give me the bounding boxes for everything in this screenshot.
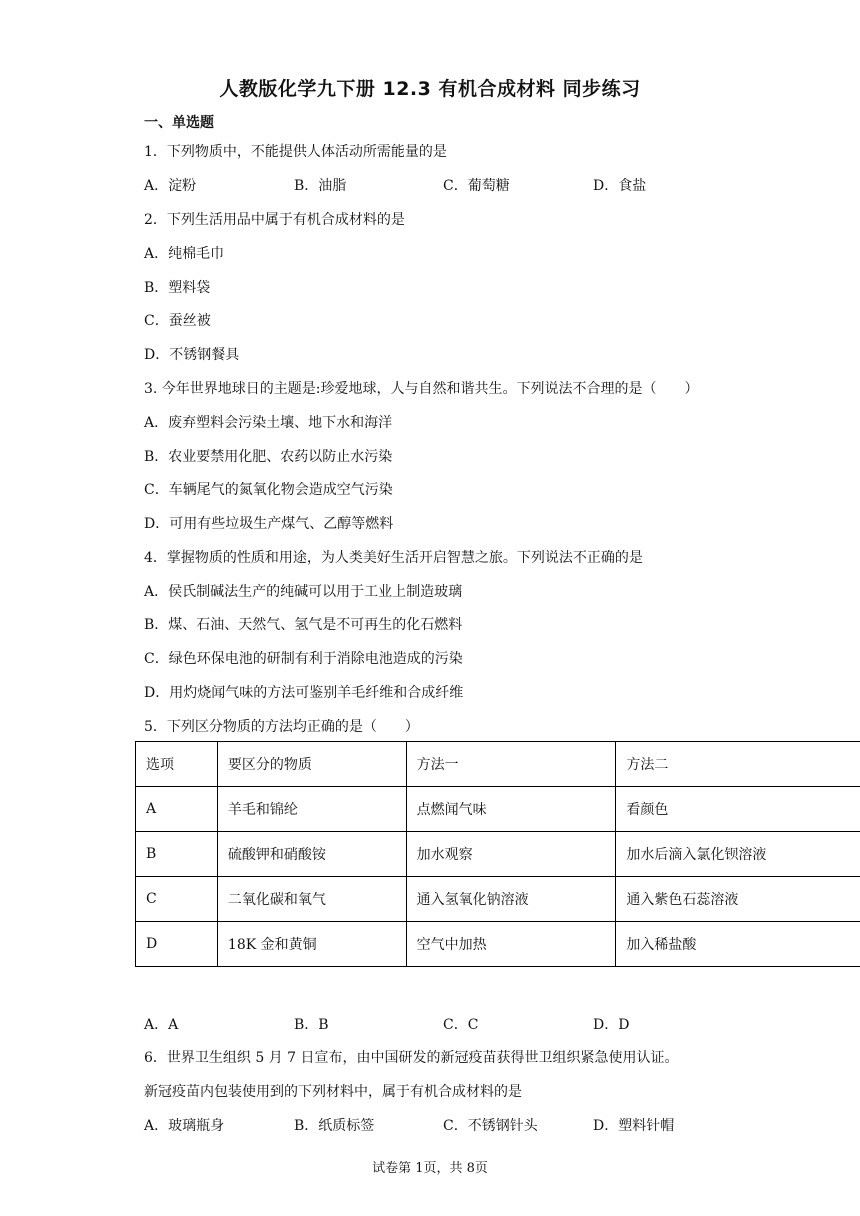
table-header-cell: 要区分的物质: [217, 742, 406, 787]
option-c: C．绿色环保电池的研制有利于消除电池造成的污染: [144, 651, 463, 667]
option-b: B．油脂: [294, 178, 347, 194]
table-cell: 通入紫色石蕊溶液: [616, 877, 860, 922]
table-cell: D: [136, 922, 218, 967]
table-cell: 空气中加热: [406, 922, 616, 967]
table-header-cell: 选项: [136, 742, 218, 787]
question-6-stem-continued: 新冠疫苗内包装使用到的下列材料中，属于有机合成材料的是: [144, 1084, 522, 1100]
table-row: [136, 922, 860, 967]
option-b: B．农业要禁用化肥、农药以防止水污染: [144, 449, 393, 465]
option-d: D．食盐: [593, 178, 647, 194]
question-5-stem: 5．下列区分物质的方法均正确的是（ ）: [144, 719, 419, 735]
option-b: B．塑料袋: [144, 280, 211, 296]
comparison-table: [135, 741, 860, 967]
question-2-stem: 2．下列生活用品中属于有机合成材料的是: [144, 212, 405, 228]
page-title: 人教版化学九下册 12.3 有机合成材料 同步练习: [219, 78, 641, 100]
table-cell: C: [136, 877, 218, 922]
option-a: A．玻璃瓶身: [144, 1118, 225, 1134]
table-cell: 加水观察: [406, 832, 616, 877]
option-b: B．B: [294, 1017, 329, 1033]
page-footer: 试卷第 1页，共 8页: [372, 1161, 488, 1176]
table-cell: 加入稀盐酸: [616, 922, 860, 967]
table-cell: B: [136, 832, 218, 877]
option-d: D．用灼烧闻气味的方法可鉴别羊毛纤维和合成纤维: [144, 685, 464, 701]
question-3-stem: 3. 今年世界地球日的主题是:珍爱地球，人与自然和谐共生。下列说法不合理的是（ ）: [144, 381, 699, 397]
option-d: D．可用有些垃圾生产煤气、乙醇等燃料: [144, 516, 394, 532]
table-header-cell: 方法一: [406, 742, 616, 787]
table-row: [136, 787, 860, 832]
table-header-cell: 方法二: [616, 742, 860, 787]
option-a: A．淀粉: [144, 178, 197, 194]
table-cell: 二氧化碳和氧气: [217, 877, 406, 922]
option-b: B．纸质标签: [294, 1118, 375, 1134]
option-a: A．纯棉毛巾: [144, 246, 225, 262]
option-a: A．废弃塑料会污染土壤、地下水和海洋: [144, 415, 393, 431]
question-4-stem: 4．掌握物质的性质和用途，为人类美好生活开启智慧之旅。下列说法不正确的是: [144, 550, 643, 566]
section-heading: 一、单选题: [144, 115, 214, 131]
option-c: C．C: [443, 1017, 479, 1033]
table-row: [136, 832, 860, 877]
table-cell: 看颜色: [616, 787, 860, 832]
table-header-row: [136, 742, 860, 787]
table-cell: 通入氢氧化钠溶液: [406, 877, 616, 922]
option-b: B．煤、石油、天然气、氢气是不可再生的化石燃料: [144, 617, 463, 633]
table-row: [136, 877, 860, 922]
option-d: D．塑料针帽: [593, 1118, 675, 1134]
question-6-stem: 6．世界卫生组织 5 月 7 日宣布，由中国研发的新冠疫苗获得世卫组织紧急使用认证。: [144, 1050, 679, 1066]
option-a: A．A: [144, 1017, 179, 1033]
table-cell: 点燃闻气味: [406, 787, 616, 832]
option-c: C．蚕丝被: [144, 313, 211, 329]
table-cell: 硫酸钾和硝酸铵: [217, 832, 406, 877]
option-c: C．车辆尾气的氮氧化物会造成空气污染: [144, 482, 393, 498]
table-cell: 加水后滴入氯化钡溶液: [616, 832, 860, 877]
option-a: A．侯氏制碱法生产的纯碱可以用于工业上制造玻璃: [144, 584, 463, 600]
table-cell: 18K 金和黄铜: [217, 922, 406, 967]
option-c: C．葡萄糖: [443, 178, 510, 194]
table-cell: 羊毛和锦纶: [217, 787, 406, 832]
option-d: D．不锈钢餐具: [144, 347, 240, 363]
table-cell: A: [136, 787, 218, 832]
question-1-stem: 1．下列物质中，不能提供人体活动所需能量的是: [144, 144, 447, 160]
option-c: C．不锈钢针头: [443, 1118, 538, 1134]
option-d: D．D: [593, 1017, 630, 1033]
